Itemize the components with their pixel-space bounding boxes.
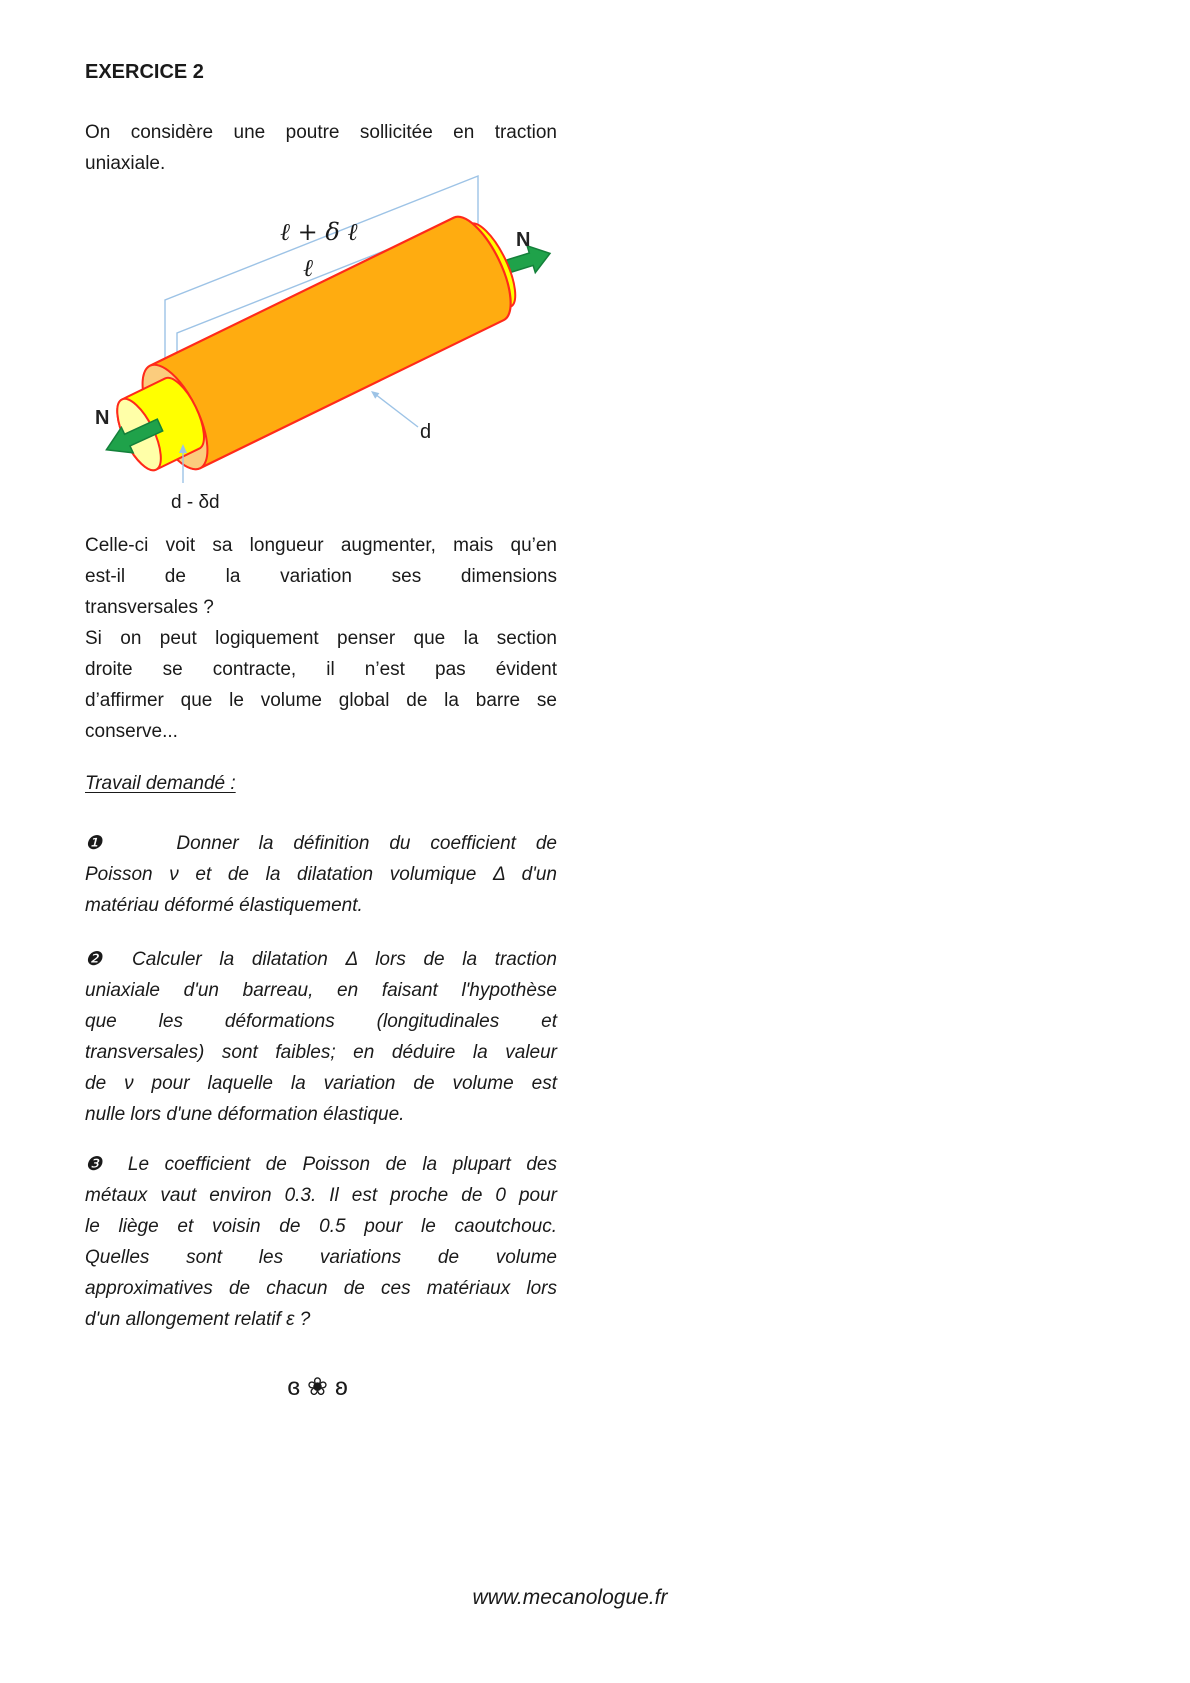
text-line: d’affirmer que le volume global de la barre se bbox=[85, 690, 557, 711]
body-paragraph-1 bbox=[85, 530, 557, 623]
reduced-diameter-label: d - δd bbox=[171, 492, 220, 513]
text-line: transversales ? bbox=[85, 597, 214, 618]
text-line: de ν pour laquelle la variation de volume est bbox=[85, 1073, 557, 1094]
text-line: nulle lors d'une déformation élastique. bbox=[85, 1104, 405, 1125]
question-1 bbox=[85, 828, 557, 921]
text-line: Quelles sont les variations de volume bbox=[85, 1247, 557, 1268]
text-line: uniaxiale d'un barreau, en faisant l'hypothèse bbox=[85, 980, 557, 1001]
traction-figure bbox=[85, 165, 565, 515]
diameter-arrowhead-icon bbox=[371, 391, 379, 399]
text-line: conserve... bbox=[85, 721, 178, 742]
text-line: ❸ Le coefficient de Poisson de la plupart des bbox=[85, 1154, 557, 1175]
text-line: est-il de la variation ses dimensions bbox=[85, 566, 557, 587]
text-line: ❶ Donner la définition du coefficient de bbox=[85, 833, 557, 854]
body-paragraph-2 bbox=[85, 623, 557, 747]
work-requested-heading: Travail demandé : bbox=[85, 773, 236, 794]
text-line: Poisson ν et de la dilatation volumique Δ d'un bbox=[85, 864, 557, 885]
text-line: matériau déformé élastiquement. bbox=[85, 895, 363, 916]
text-line: Si on peut logiquement penser que la section bbox=[85, 628, 557, 649]
question-2 bbox=[85, 944, 557, 1130]
text-line: d'un allongement relatif ε ? bbox=[85, 1309, 311, 1330]
footer-website: www.mecanologue.fr bbox=[472, 1586, 668, 1609]
decorative-separator-icon: ɞ❀ʚ bbox=[287, 1373, 355, 1401]
text-line: transversales) sont faibles; en déduire la valeur bbox=[85, 1042, 557, 1063]
length-extended-label: ℓ + δ ℓ bbox=[280, 218, 358, 246]
diameter-leader-line bbox=[375, 394, 418, 427]
question-3 bbox=[85, 1149, 557, 1335]
text-line: uniaxiale. bbox=[85, 153, 166, 174]
force-left-label: N bbox=[95, 407, 110, 429]
text-line: métaux vaut environ 0.3. Il est proche de 0 pour bbox=[85, 1185, 557, 1206]
diameter-annotation bbox=[371, 391, 431, 443]
force-right-label: N bbox=[516, 229, 531, 251]
text-line: ❷ Calculer la dilatation Δ lors de la traction bbox=[85, 949, 557, 970]
text-line: que les déformations (longitudinales et bbox=[85, 1011, 557, 1032]
text-line: le liège et voisin de 0.5 pour le caoutchouc. bbox=[85, 1216, 557, 1237]
text-line: Celle-ci voit sa longueur augmenter, mais qu’en bbox=[85, 535, 557, 556]
exercise-title: EXERCICE 2 bbox=[85, 61, 204, 83]
text-line: On considère une poutre sollicitée en traction bbox=[85, 122, 557, 143]
text-line: droite se contracte, il n’est pas évident bbox=[85, 659, 557, 680]
length-original-label: ℓ bbox=[303, 254, 313, 282]
text-line: approximatives de chacun de ces matériaux lors bbox=[85, 1278, 557, 1299]
diameter-label: d bbox=[420, 421, 432, 443]
